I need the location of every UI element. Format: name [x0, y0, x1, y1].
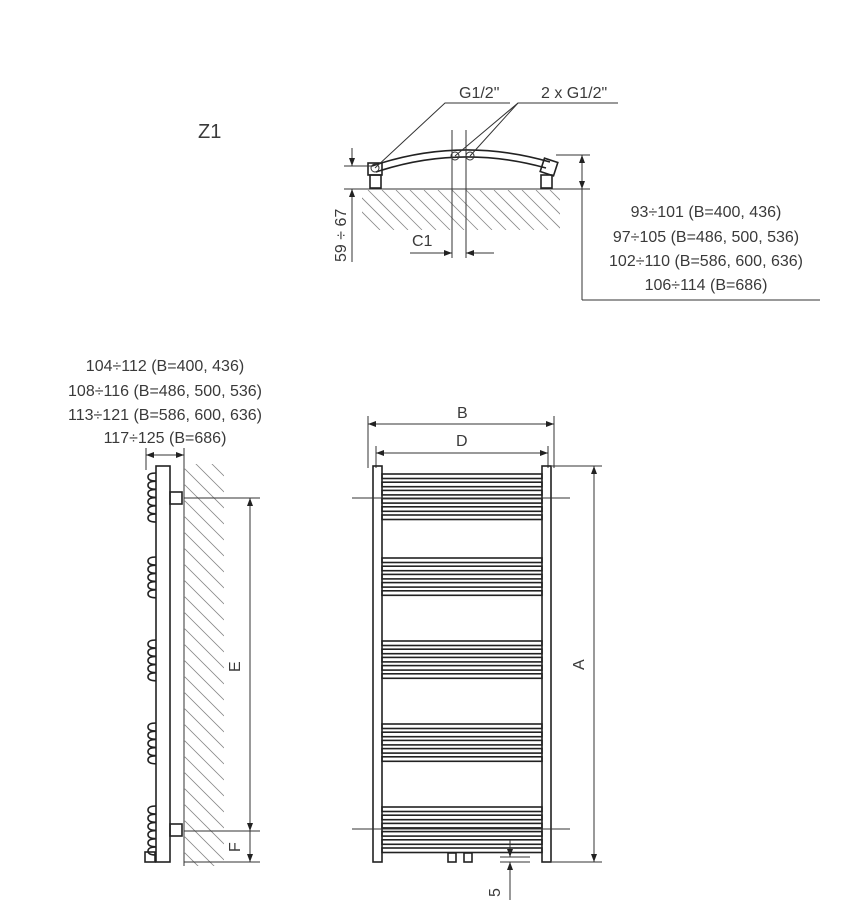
side-bar-bumps	[148, 473, 156, 855]
top-depth-note-2: 97÷105 (B=486, 500, 536)	[612, 229, 800, 246]
bar-profile	[148, 748, 156, 756]
dim-a-arrowhead-bottom	[591, 854, 597, 862]
bar-profile	[148, 565, 156, 573]
dim-d-arrowhead-left	[376, 450, 384, 456]
hatch-line	[184, 772, 224, 812]
bar-profile	[148, 814, 156, 822]
dim-e-label: E	[227, 661, 244, 672]
dim-f-label: F	[227, 842, 244, 852]
dim-59-arrowhead-top	[349, 158, 355, 166]
front-view	[352, 405, 602, 900]
hatch-line	[184, 740, 224, 780]
bar-profile	[148, 756, 156, 764]
towel-bar	[382, 832, 542, 837]
top-radiator-body-outer	[372, 150, 550, 166]
towel-bar	[382, 641, 542, 646]
towel-bar	[382, 757, 542, 762]
towel-bar	[382, 815, 542, 820]
towel-bar	[382, 649, 542, 654]
bar-profile	[148, 498, 156, 506]
bar-profile	[148, 673, 156, 681]
hatch-line	[184, 532, 224, 572]
top-view	[198, 85, 820, 300]
towel-bar	[382, 574, 542, 579]
bar-profile	[148, 582, 156, 590]
side-depth-arrowhead-right	[176, 452, 184, 458]
side-view	[68, 358, 262, 922]
dim-d-label: D	[456, 433, 468, 450]
g12x2-label: 2 x G1/2"	[541, 85, 608, 102]
towel-bar	[382, 583, 542, 588]
bar-profile	[148, 648, 156, 656]
bar-profile	[148, 514, 156, 522]
hatch-line	[184, 468, 224, 508]
bar-profile	[148, 590, 156, 598]
towel-bar	[382, 740, 542, 745]
front-right-rail	[542, 466, 551, 862]
hatch-line	[184, 644, 224, 684]
towel-bar	[382, 666, 542, 671]
front-bars	[382, 474, 542, 853]
hatch-line	[184, 628, 224, 668]
dim-c1-label: C1	[412, 233, 433, 250]
hatch-line	[184, 516, 224, 556]
towel-bar	[382, 474, 542, 479]
bar-profile	[148, 839, 156, 847]
towel-bar	[382, 591, 542, 596]
g12-label: G1/2"	[459, 85, 500, 102]
side-radiator-frame	[156, 466, 170, 862]
dim-c1-arrowhead-left	[444, 250, 452, 256]
hatch-line	[564, 190, 604, 230]
side-depth-note-2: 108÷116 (B=486, 500, 536)	[68, 383, 262, 400]
bar-profile	[148, 731, 156, 739]
side-top-mount	[170, 492, 182, 504]
bar-profile	[148, 806, 156, 814]
towel-bar	[382, 823, 542, 828]
front-valve-left	[448, 853, 456, 862]
top-depth-note-4: 106÷114 (B=686)	[644, 277, 768, 294]
dim-f-arrowhead	[247, 854, 253, 862]
hatch-line	[184, 756, 224, 796]
bar-profile	[148, 557, 156, 565]
dim-b-label: B	[457, 405, 468, 422]
towel-bar	[382, 674, 542, 679]
g12x2-leader-b	[470, 103, 518, 156]
dim-d-arrowhead-right	[540, 450, 548, 456]
hatch-line	[184, 580, 224, 620]
hatch-line	[184, 676, 224, 716]
side-depth-note-1: 104÷112 (B=400, 436)	[85, 358, 245, 375]
hatch-line	[184, 836, 224, 876]
bar-profile	[148, 573, 156, 581]
towel-bar	[382, 840, 542, 845]
hatch-line	[184, 708, 224, 748]
towel-bar	[382, 482, 542, 487]
top-depth-note-3: 102÷110 (B=586, 600, 636)	[609, 253, 803, 270]
front-valve-right	[464, 853, 472, 862]
hatch-line	[184, 804, 224, 844]
bar-profile	[148, 831, 156, 839]
dim-a-arrowhead-top	[591, 466, 597, 474]
dim-e-arrowhead-bottom	[247, 823, 253, 831]
towel-bar	[382, 657, 542, 662]
g12x2-leader-a	[455, 103, 618, 156]
towel-bar	[382, 490, 542, 495]
dim-e-arrowhead-top	[247, 498, 253, 506]
dim-5-arrowhead-bottom	[507, 862, 513, 870]
towel-bar	[382, 807, 542, 812]
hatch-line	[184, 500, 224, 540]
dim-b-arrowhead-right	[546, 421, 554, 427]
variant-label: Z1	[198, 121, 222, 143]
towel-bar	[382, 848, 542, 853]
towel-bar	[382, 749, 542, 754]
hatch-line	[184, 564, 224, 604]
side-depth-note-3: 113÷121 (B=586, 600, 636)	[68, 407, 262, 424]
hatch-line	[592, 190, 632, 230]
bar-profile	[148, 723, 156, 731]
top-left-bracket	[370, 175, 381, 188]
towel-bar	[382, 724, 542, 729]
towel-bar	[382, 515, 542, 520]
dim-5-label: 5	[487, 888, 504, 897]
hatch-line	[184, 724, 224, 764]
top-depth-note-1: 93÷101 (B=400, 436)	[630, 204, 782, 221]
hatch-line	[184, 820, 224, 860]
hatch-line	[184, 884, 224, 922]
hatch-line	[184, 484, 224, 524]
dim-c1-arrowhead-right	[466, 250, 474, 256]
bar-profile	[148, 665, 156, 673]
dim-b-arrowhead-left	[368, 421, 376, 427]
towel-bar	[382, 558, 542, 563]
bar-profile	[148, 640, 156, 648]
bar-profile	[148, 481, 156, 489]
dim-59-arrowhead-bottom	[349, 189, 355, 197]
bar-profile	[148, 489, 156, 497]
towel-bar	[382, 566, 542, 571]
hatch-line	[184, 868, 224, 908]
bar-profile	[148, 506, 156, 514]
depth-arrowhead-bottom	[579, 181, 585, 189]
side-bottom-mount	[170, 824, 182, 836]
top-wall-hatch	[340, 190, 632, 230]
dim-a-label: A	[571, 659, 588, 670]
hatch-line	[184, 548, 224, 588]
hatch-line	[184, 612, 224, 652]
bar-profile	[148, 739, 156, 747]
dim-59-label: 59 ÷ 67	[333, 208, 350, 262]
bar-profile	[148, 822, 156, 830]
hatch-line	[578, 190, 618, 230]
bar-profile	[148, 656, 156, 664]
side-depth-arrowhead-left	[146, 452, 154, 458]
towel-bar	[382, 499, 542, 504]
towel-bar	[382, 507, 542, 512]
side-wall-hatch	[184, 420, 224, 922]
bar-profile	[148, 473, 156, 481]
hatch-line	[184, 692, 224, 732]
towel-bar	[382, 732, 542, 737]
side-depth-note-4: 117÷125 (B=686)	[103, 430, 227, 447]
top-right-bracket	[541, 175, 552, 188]
depth-arrowhead-top	[579, 155, 585, 163]
top-radiator-body-inner	[376, 157, 546, 172]
hatch-line	[184, 596, 224, 636]
hatch-line	[184, 660, 224, 700]
hatch-line	[184, 852, 224, 892]
front-left-rail	[373, 466, 382, 862]
hatch-line	[184, 452, 224, 492]
hatch-line	[184, 788, 224, 828]
